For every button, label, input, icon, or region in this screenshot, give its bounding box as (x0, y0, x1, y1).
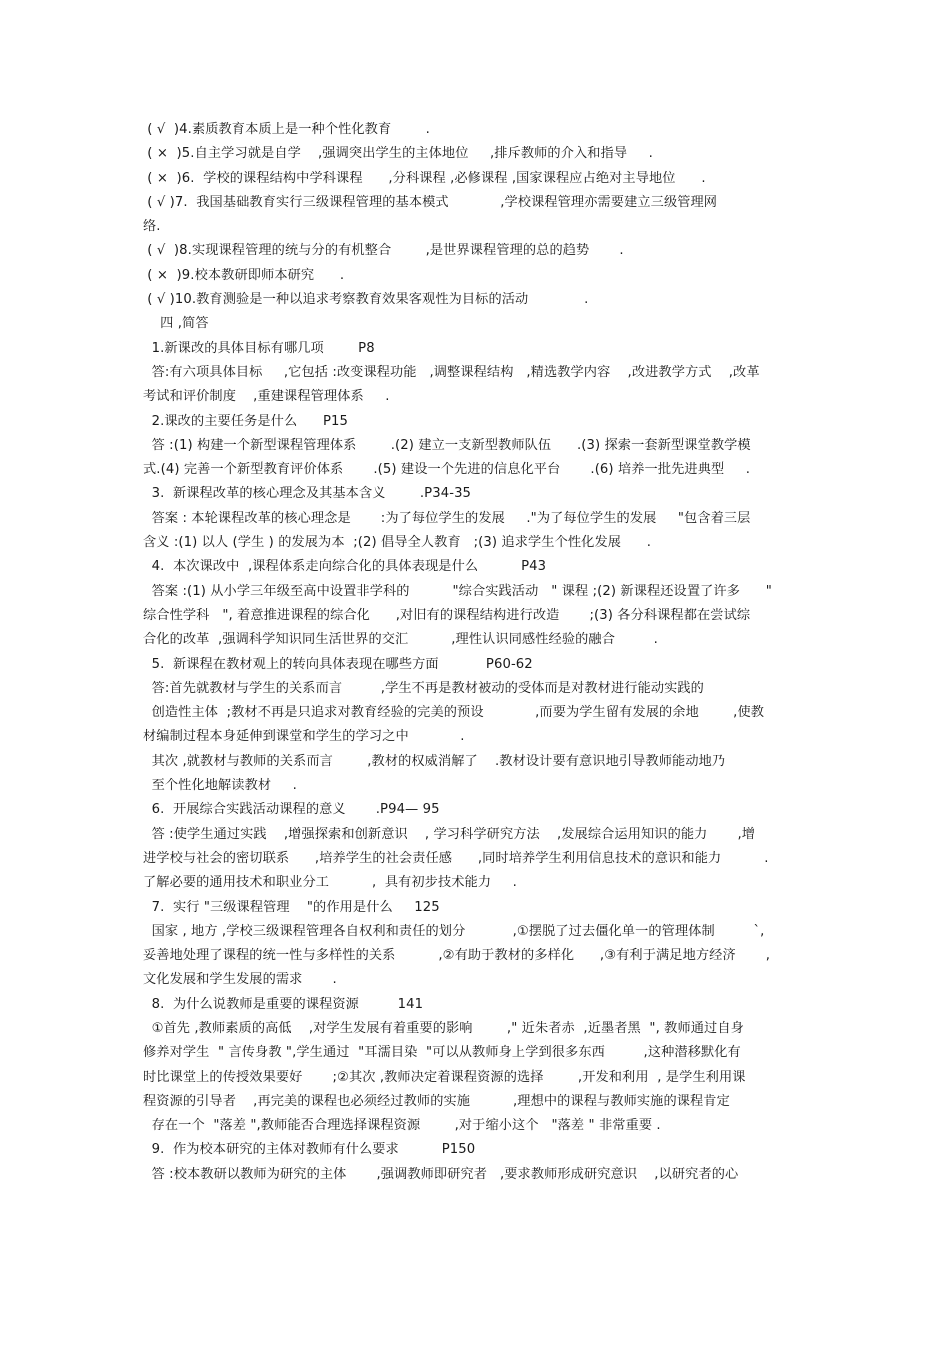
text-line: 国家 , 地方 ,学校三级课程管理各自权利和责任的划分 ,①摆脱了过去僵化单一的管理体制 `, (143, 923, 765, 939)
text-line: 7. 实行 "三级课程管理 "的作用是什么 125 (143, 899, 440, 915)
text-line: 答案 : 本轮课程改革的核心理念是 :为了每位学生的发展 ."为了每位学生的发展 "包含着三层 (143, 510, 751, 526)
text-line: 含义 :(1) 以人 (学生 ) 的发展为本 ;(2) 倡导全人教育 ;(3) 追求学生个性化发展 . (143, 535, 652, 551)
text-line: 修养对学生 " 言传身教 ",学生通过 "耳濡目染 "可以从教师身上学到很多东西 ,这种潜移默化有 (143, 1045, 741, 1061)
text-line: 文化发展和学生发展的需求 . (143, 972, 337, 988)
text-line: 8. 为什么说教师是重要的课程资源 141 (143, 996, 424, 1012)
text-line: 式.(4) 完善一个新型教育评价体系 .(5) 建设一个先进的信息化平台 .(6) 培养一批先进典型 . (143, 462, 751, 478)
text-line: ( √ )10.教育测验是一种以追求考察教育效果客观性为目标的活动 . (143, 292, 589, 308)
text-line: 1.新课改的具体目标有哪几项 P8 (143, 340, 375, 356)
text-line: 答 :校本教研以教师为研究的主体 ,强调教师即研究者 ,要求教师形成研究意识 ,以研究者的心 (143, 1166, 739, 1182)
text-line: ( √ )8.实现课程管理的统与分的有机整合 ,是世界课程管理的总的趋势 . (143, 243, 624, 259)
text-line: 程资源的引导者 ,再完美的课程也必须经过教师的实施 ,理想中的课程与教师实施的课程肯定 (143, 1093, 730, 1109)
text-line: 5. 新课程在教材观上的转向具体表现在哪些方面 P60-62 (143, 656, 533, 672)
text-line: 进学校与社会的密切联系 ,培养学生的社会责任感 ,同时培养学生利用信息技术的意识和能力 . (143, 850, 769, 866)
text-line: 综合性学科 ", 着意推进课程的综合化 ,对旧有的课程结构进行改造 ;(3) 各分科课程都在尝试综 (143, 607, 751, 623)
text-line: 存在一个 "落差 ",教师能否合理选择课程资源 ,对于缩小这个 "落差 " 非常重要 . (143, 1118, 661, 1134)
text-line: 3. 新课程改革的核心理念及其基本含义 .P34-35 (143, 486, 472, 502)
text-line: 妥善地处理了课程的统一性与多样性的关系 ,②有助于教材的多样化 ,③有利于满足地方经济 , (143, 948, 771, 964)
text-line: 至个性化地解读教材 . (143, 778, 297, 794)
text-line: ( × )6. 学校的课程结构中学科课程 ,分科课程 ,必修课程 ,国家课程应占绝对主导地位 . (143, 170, 706, 186)
text-line: 答:有六项具体目标 ,它包括 :改变课程功能 ,调整课程结构 ,精选教学内容 ,改进教学方式 ,改革 (143, 364, 760, 380)
text-line: 9. 作为校本研究的主体对教师有什么要求 P150 (143, 1142, 476, 1158)
text-line: 考试和评价制度 ,重建课程管理体系 . (143, 389, 390, 405)
text-line: 2.课改的主要任务是什么 P15 (143, 413, 349, 429)
text-line: 合化的改革 ,强调科学知识同生活世界的交汇 ,理性认识同感性经验的融合 . (143, 632, 658, 648)
text-line: 答 :使学生通过实践 ,增强探索和创新意识 , 学习科学研究方法 ,发展综合运用知识的能力 ,增 (143, 826, 756, 842)
text-line: 材编制过程本身延伸到课堂和学生的学习之中 . (143, 729, 465, 745)
text-line: 答案 :(1) 从小学三年级至高中设置非学科的 "综合实践活动 " 课程 ;(2) 新课程还设置了许多 " (143, 583, 772, 599)
text-line: ( × )9.校本教研即师本研究 . (143, 267, 345, 283)
text-line: ( √ )7. 我国基础教育实行三级课程管理的基本模式 ,学校课程管理亦需要建立三级管理网 (143, 194, 718, 210)
text-line: ( √ )4.素质教育本质上是一种个性化教育 . (143, 122, 430, 137)
text-line: 答 :(1) 构建一个新型课程管理体系 .(2) 建立一支新型教师队伍 .(3) 探索一套新型课堂教学模 (143, 437, 751, 453)
text-line: 6. 开展综合实践活动课程的意义 .P94— 95 (143, 802, 440, 818)
text-line: ①首先 ,教师素质的高低 ,对学生发展有着重要的影响 ," 近朱者赤 ,近墨者黑 ", 教师通过自身 (143, 1020, 744, 1036)
text-line: 络. (143, 219, 161, 235)
text-line: 4. 本次课改中 ,课程体系走向综合化的具体表现是什么 P43 (143, 559, 547, 575)
text-line: 其次 ,就教材与教师的关系而言 ,教材的权威消解了 .教材设计要有意识地引导教师能动地乃 (143, 753, 726, 769)
text-line: 了解必要的通用技术和职业分工 , 具有初步技术能力 . (143, 875, 517, 891)
text-line: 时比课堂上的传授效果要好 ;②其次 ,教师决定着课程资源的选择 ,开发和利用 , 是学生利用课 (143, 1069, 746, 1085)
text-line: ( × )5.自主学习就是自学 ,强调突出学生的主体地位 ,排斥教师的介入和指导 . (143, 146, 653, 162)
text-line: 四 ,简答 (143, 316, 209, 332)
text-line: 创造性主体 ;教材不再是只追求对教育经验的完美的预设 ,而要为学生留有发展的余地 ,使教 (143, 705, 765, 721)
document-page (143, 118, 813, 1187)
text-line: 答:首先就教材与学生的关系而言 ,学生不再是教材被动的受体而是对教材进行能动实践的 (143, 680, 704, 696)
